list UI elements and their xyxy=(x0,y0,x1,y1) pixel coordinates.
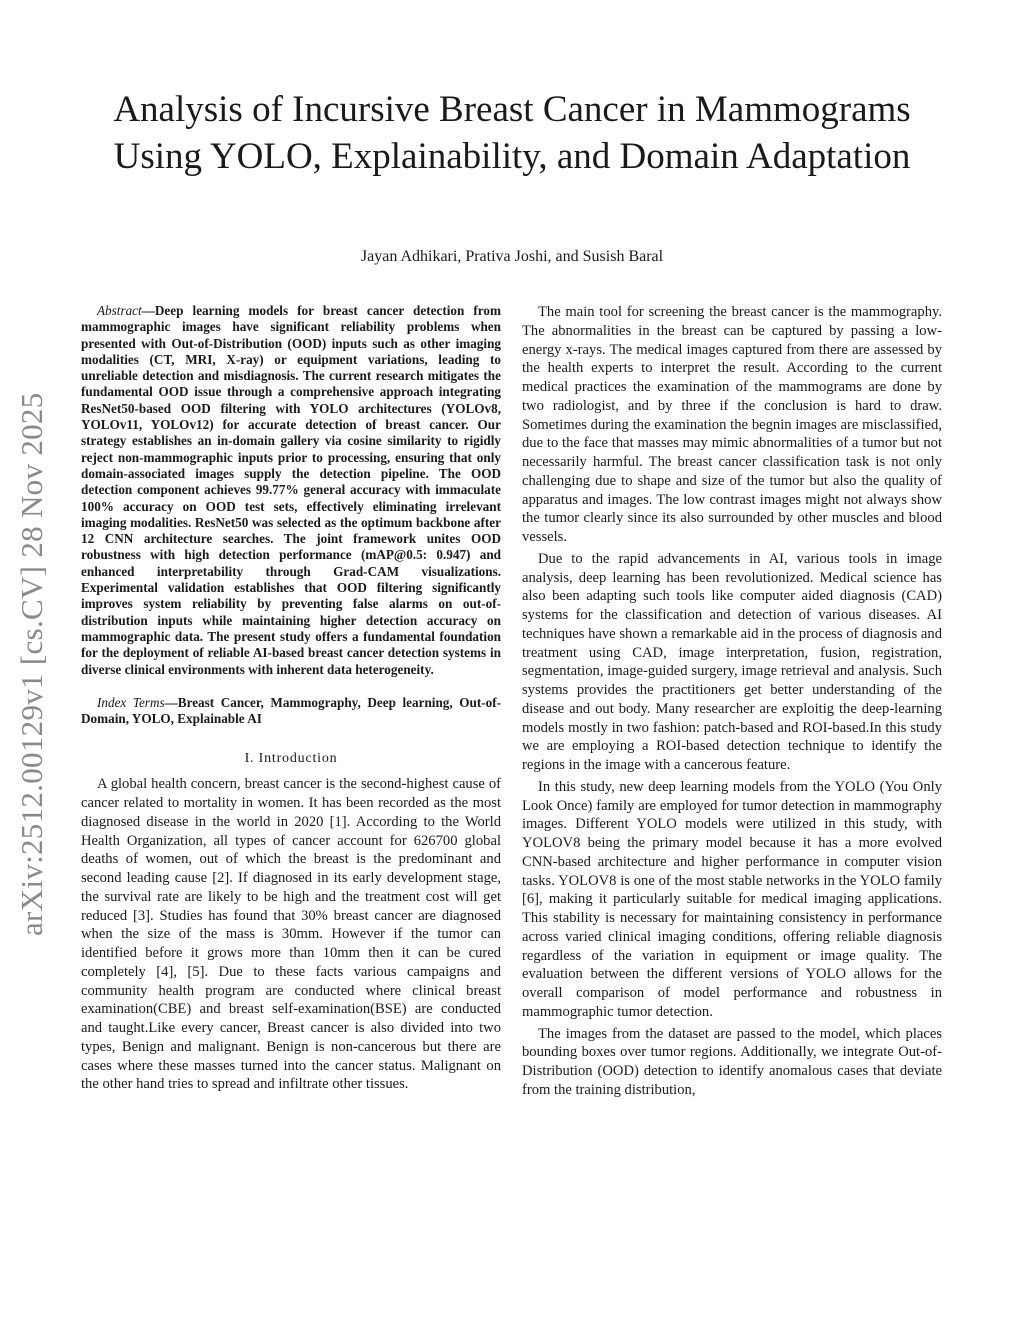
paper-title: Analysis of Incursive Breast Cancer in Mammograms Using YOLO, Explainability, and Domain Adaptation xyxy=(113,89,911,177)
index-terms-text: —Breast Cancer, Mammography, Deep learning, Out-of-Domain, YOLO, Explainable AI xyxy=(81,694,501,727)
index-terms xyxy=(81,695,501,728)
left-column xyxy=(81,303,501,1094)
paper-authors: Jayan Adhikari, Prativa Joshi, and Susish Baral xyxy=(360,248,664,265)
index-terms-label: Index Terms xyxy=(97,694,165,710)
arxiv-identifier[interactable]: arXiv:2512.00129v1 [cs.CV] 28 Nov 2025 xyxy=(14,392,49,936)
intro-paragraph: Due to the rapid advancements in AI, various tools in image analysis, deep learning has been revolutionized. Medical science has also been adapting such tools like computer aided diagnosis (CAD) systems for the classification and detection of various diseases. AI techniques have shown a remarkable aid in the process of diagnosis and treatment using CAD, image interpretation, fusion, registration, segmentation, image-guided surgery, image retrieval and analysis. Such systems provides the practitioners get better understanding of the disease and out body. Many researcher are exploitig the deep-learning models mostly in two fashion: patch-based and ROI-based.In this study we are employing a ROI-based detection technique to identify the regions in the image with a cancerous feature. xyxy=(522,550,942,773)
intro-paragraph: The main tool for screening the breast cancer is the mammography. The abnormalities in the breast can be captured by passing a low-energy x-rays. The medical images captured from there are assessed by the health experts to interpret the result. According to the current medical practices the examination of the mammograms are done by two radiologist, and by three if the conclusion is hard to draw. Sometimes during the examination the begnin images are misclassified, due to the face that masses may mimic abnormalities of a tumor but not necessarily harmful. The breast cancer classification task is not only challenging due to shape and size of the tumor but also the quality of apparatus and images. The low contrast images might not always show the tumor clearly since its also surrounded by other muscles and blood vessels. xyxy=(522,304,942,545)
abstract-label: Abstract xyxy=(97,303,142,318)
intro-paragraph: The images from the dataset are passed to the model, which places bounding boxes over tumor regions. Additionally, we integrate Out-of-Distribution (OOD) detection to identify anomalous cases that deviate from the training distribution, xyxy=(522,1025,942,1098)
section-heading-introduction: I. Introduction xyxy=(244,751,338,767)
intro-paragraph: A global health concern, breast cancer is the second-highest cause of cancer related to mortality in women. It has been recorded as the most diagnosed disease in the world in 2020 [1]. According to the World Health Organization, all types of cancer account for 626700 global deaths of women, out of which the breast is the predominant and second leading cause [2]. If diagnosed in its early development stage, the survival rate are likely to be high and the treatment cost will get reduced [3]. Studies has found that 30% breast cancer are diagnosed when the size of the mass is 30mm. However if the tumor can identified before it grows more than 10mm then it can be cured completely [4], [5]. Due to these facts various campaigns and community health program are conducted where clinical breast examination(CBE) and breast self-examination(BSE) are conducted and taught.Like every cancer, Breast cancer is also divided into two types, Benign and malignant. Benign is non-cancerous but there are cases where these masses turned into the cancer status. Malignant on the other hand tries to spread and infiltrate other tissues. xyxy=(81,776,501,1093)
abstract xyxy=(81,303,501,678)
right-column xyxy=(522,303,942,1100)
abstract-text: —Deep learning models for breast cancer detection from mammographic images have significant reliability problems when presented with Out-of-Distribution (OOD) inputs such as other imaging modalities (CT, MRI, X-ray) or equipment variations, leading to unreliable detection and misdiagnosis. The current research mitigates the fundamental OOD issue through a comprehensive approach integrating ResNet50-based OOD filtering with YOLO architectures (YOLOv8, YOLOv11, YOLOv12) for accurate detection of breast cancer. Our strategy establishes an in-domain gallery via cosine similarity to rigidly reject non-mammographic inputs prior to processing, ensuring that only domain-associated images supply the detection pipeline. The OOD detection component achieves 99.77% general accuracy with immaculate 100% accuracy on OOD test sets, effectively eliminating irrelevant imaging modalities. ResNet50 was selected as the optimum backbone after 12 CNN architecture searches. The joint framework unites OOD robustness with high detection performance (mAP@0.5: 0.947) and enhanced interpretability through Grad-CAM visualizations. Experimental validation establishes that OOD filtering significantly improves system reliability by preventing false alarms on out-of-distribution inputs while maintaining higher detection accuracy on mammographic data. The present study offers a fundamental foundation for the deployment of reliable AI-based breast cancer detection systems in diverse clinical environments with inherent data heterogeneity. xyxy=(81,303,501,677)
intro-paragraph: In this study, new deep learning models from the YOLO (You Only Look Once) family are employed for tumor detection in mammography images. Different YOLO models were utilized in this study, with YOLOV8 being the primary model because it has a more evolved CNN-based architecture and higher performance in computer vision tasks. YOLOV8 is one of the most stable networks in the YOLO family [6], making it particularly suitable for medical imaging applications. This stability is necessary for maintaining consistency in performance across varied clinical imaging conditions, offering reliable diagnosis regardless of the variation in equipment or image quality. The evaluation between the different versions of YOLO allows for the overall comparison of model performance and robustness in mammographic tumor detection. xyxy=(522,778,942,1020)
